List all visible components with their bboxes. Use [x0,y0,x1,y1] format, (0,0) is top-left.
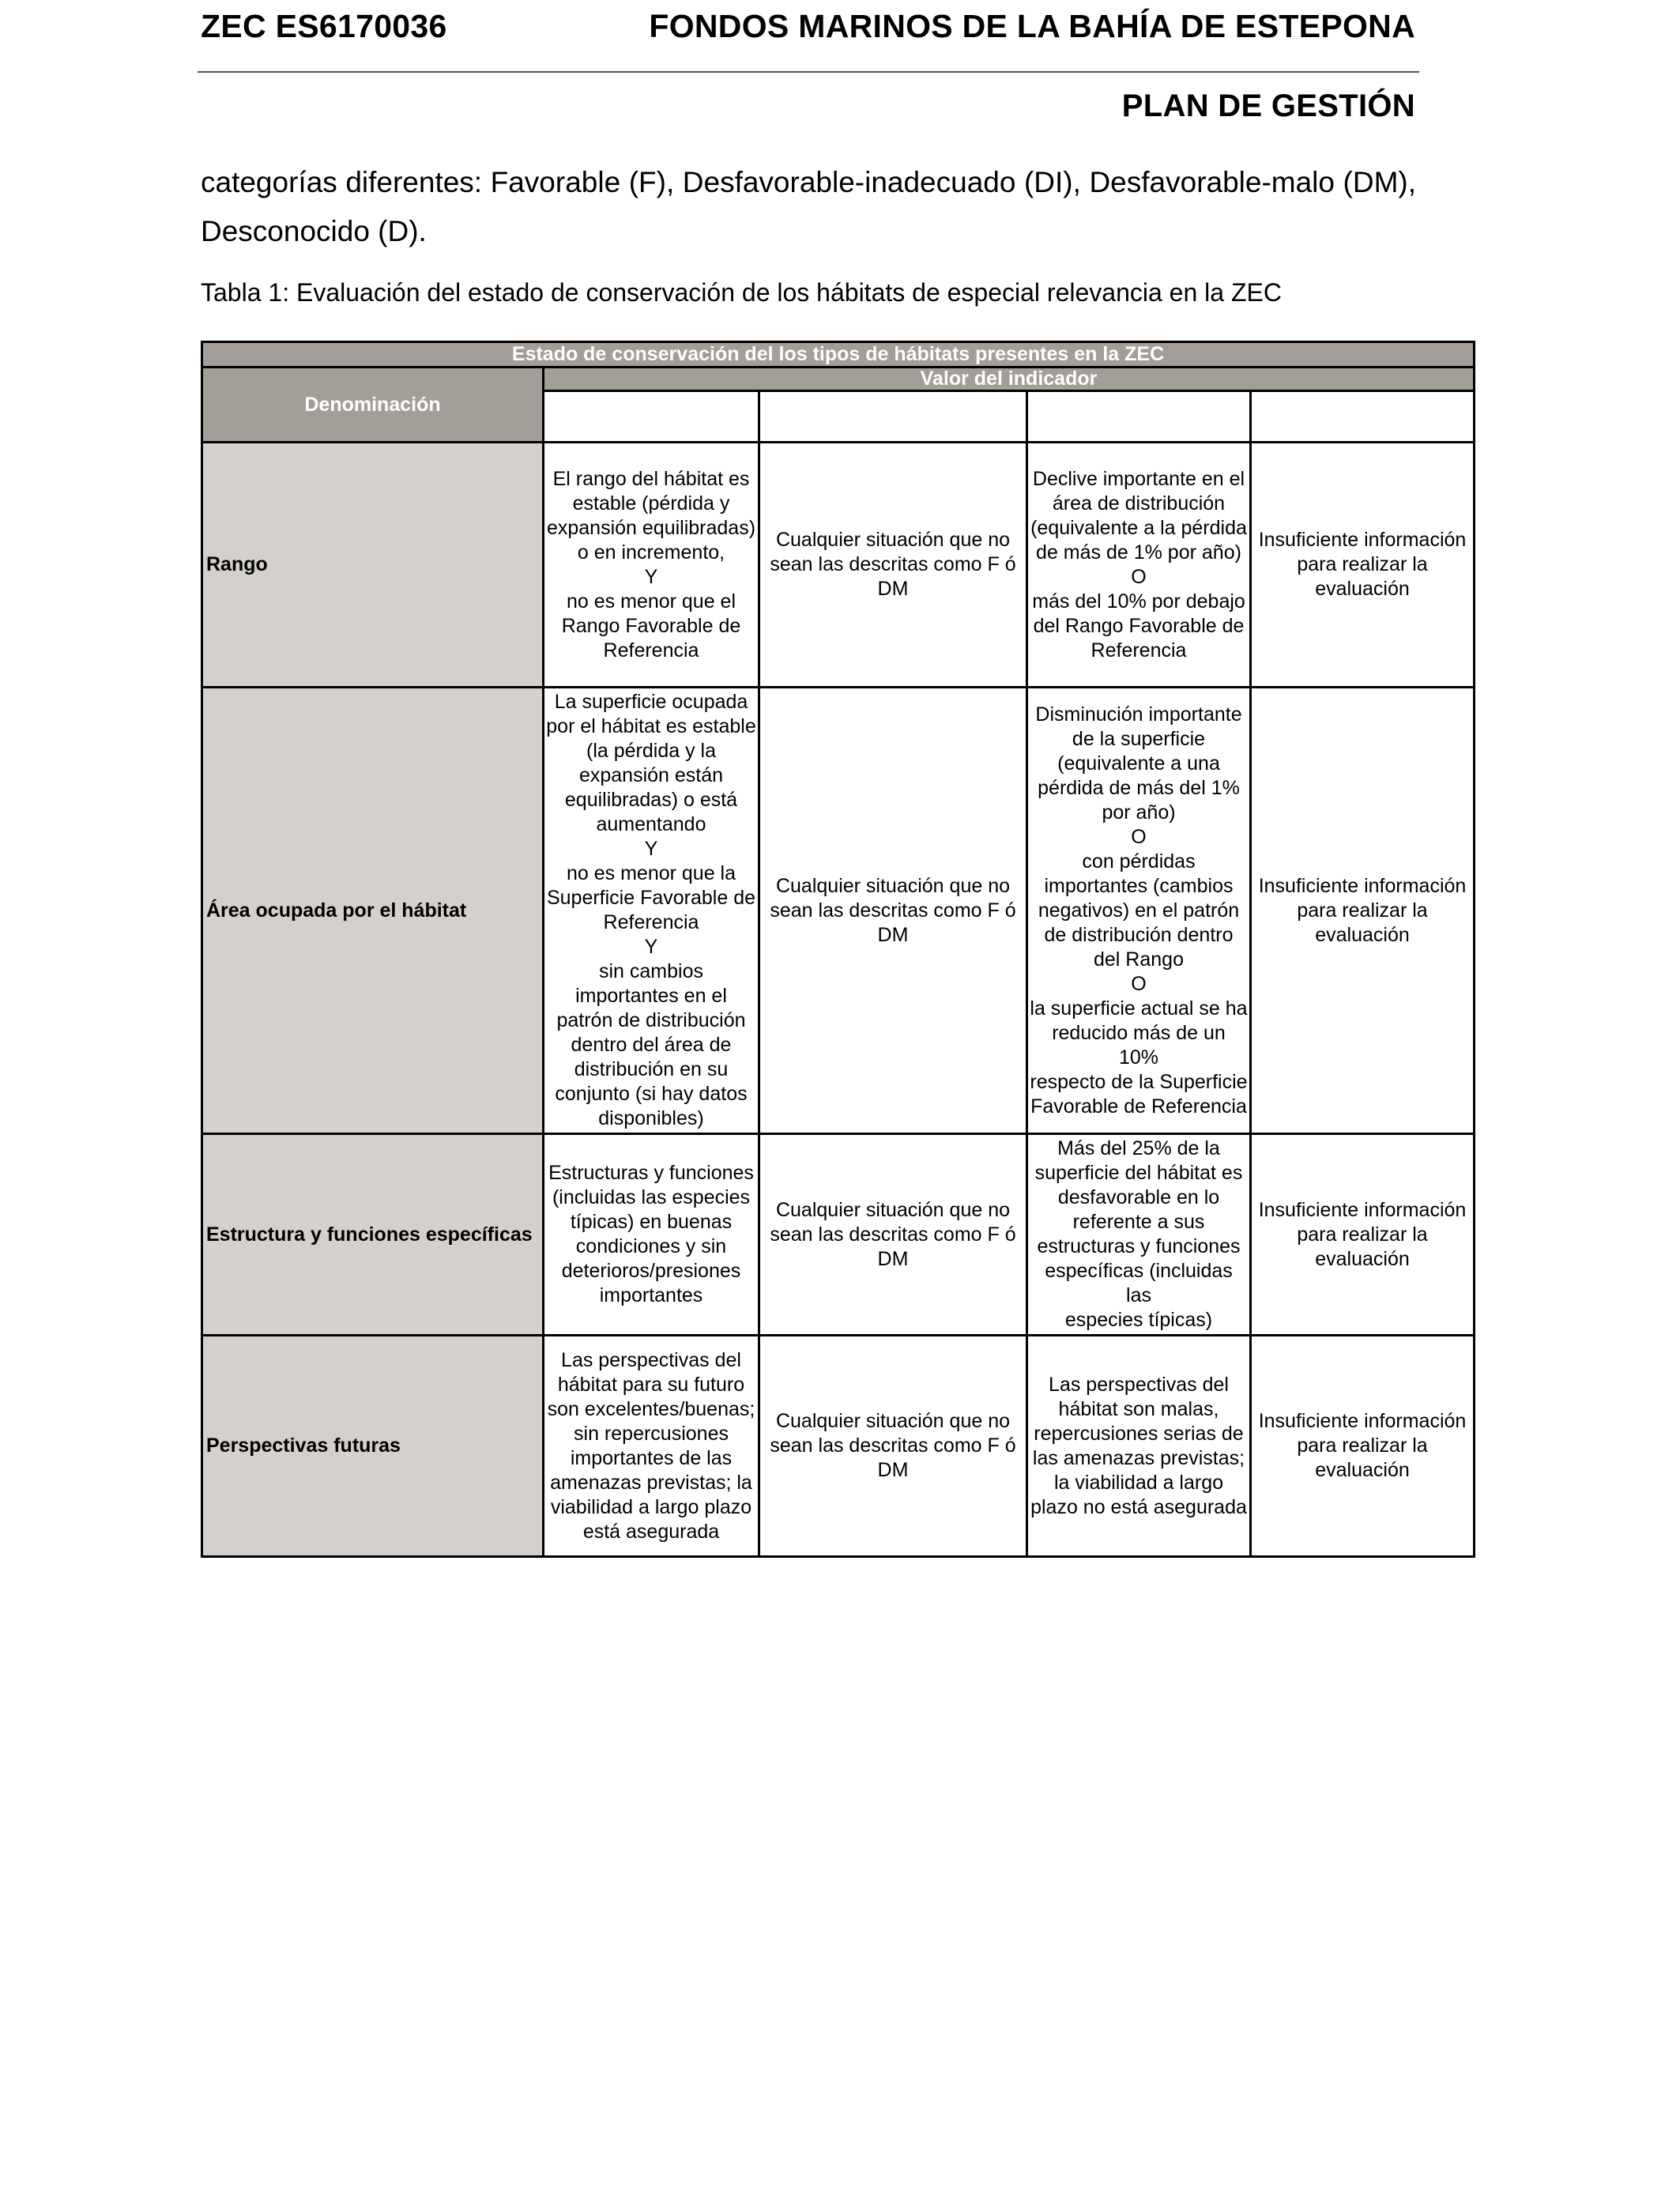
table-title: Estado de conservación del los tipos de hábitats presentes en la ZEC [202,342,1475,368]
valor-indicador-header: Valor del indicador [544,368,1475,391]
column-header-desfavorable-inadecuado: Desfavorable-inadecuado (DI) [759,391,1027,443]
header-divider [198,71,1419,73]
denominacion-header: Denominación [202,368,544,443]
document-code: ZEC ES6170036 [201,8,447,44]
column-header-desfavorable-malo: Desfavorable-malo (DM) [1027,391,1251,443]
cell-desfavorable-inadecuado: Cualquier situación que no sean las descritas como F ó DM [759,443,1027,688]
table-caption: Tabla 1: Evaluación del estado de conservación de los hábitats de especial relevancia en la ZEC [201,278,1282,307]
cell-favorable: El rango del hábitat es estable (pérdida y expansión equilibradas) o en incremento, Y no es menor que el Rango Favorable de Referencia [544,443,759,688]
cell-desconocido: Insuficiente información para realizar la evaluación [1251,688,1475,1134]
cell-favorable: La superficie ocupada por el hábitat es estable (la pérdida y la expansión están equilibradas) o está aumentando Y no es menor que la Superficie Favorable de Referencia Y sin cambios importantes en el patrón de distribución dentro del área de distribución en su conjunto (si hay datos disponibles) [544,688,759,1134]
row-label-rango: Rango [202,443,544,688]
table-row [202,1336,1475,1557]
cell-desfavorable-malo: Las perspectivas del hábitat son malas, repercusiones serias de las amenazas previstas; la viabilidad a largo plazo no está asegurada [1027,1336,1251,1557]
column-header-desconocido: Desconocido (D) [1251,391,1475,443]
cell-desconocido: Insuficiente información para realizar la evaluación [1251,1336,1475,1557]
table-row [202,443,1475,688]
cell-desfavorable-inadecuado: Cualquier situación que no sean las descritas como F ó DM [759,1134,1027,1336]
table-row [202,688,1475,1134]
document-subtitle: PLAN DE GESTIÓN [1121,89,1415,123]
cell-desconocido: Insuficiente información para realizar la evaluación [1251,443,1475,688]
cell-desfavorable-malo: Disminución importante de la superficie (equivalente a una pérdida de más del 1% por año) O con pérdidas importantes (cambios negativos) en el patrón de distribución dentro del Rango O la superficie actual se ha reducido más de un 10% respecto de la Superficie Favorable de Referencia [1027,688,1251,1134]
conservation-table [201,341,1475,1558]
row-label-area-ocupada: Área ocupada por el hábitat [202,688,544,1134]
row-label-estructura-funciones: Estructura y funciones específicas [202,1134,544,1336]
cell-desfavorable-inadecuado: Cualquier situación que no sean las descritas como F ó DM [759,688,1027,1134]
intro-paragraph: categorías diferentes: Favorable (F), Desfavorable-inadecuado (DI), Desfavorable-malo (DM), Desconocido (D). [201,166,1416,247]
document-title: FONDOS MARINOS DE LA BAHÍA DE ESTEPONA [649,8,1415,44]
table-row [202,1134,1475,1336]
row-label-perspectivas-futuras: Perspectivas futuras [202,1336,544,1557]
cell-desfavorable-malo: Más del 25% de la superficie del hábitat es desfavorable en lo referente a sus estructuras y funciones específicas (incluidas las especies típicas) [1027,1134,1251,1336]
cell-desconocido: Insuficiente información para realizar la evaluación [1251,1134,1475,1336]
cell-favorable: Las perspectivas del hábitat para su futuro son excelentes/buenas; sin repercusiones importantes de las amenazas previstas; la viabilidad a largo plazo está asegurada [544,1336,759,1557]
cell-desfavorable-malo: Declive importante en el área de distribución (equivalente a la pérdida de más de 1% por año) O más del 10% por debajo del Rango Favorable de Referencia [1027,443,1251,688]
column-header-favorable: Favorable (F) [544,391,759,443]
cell-favorable: Estructuras y funciones (incluidas las especies típicas) en buenas condiciones y sin deterioros/presiones importantes [544,1134,759,1336]
cell-desfavorable-inadecuado: Cualquier situación que no sean las descritas como F ó DM [759,1336,1027,1557]
